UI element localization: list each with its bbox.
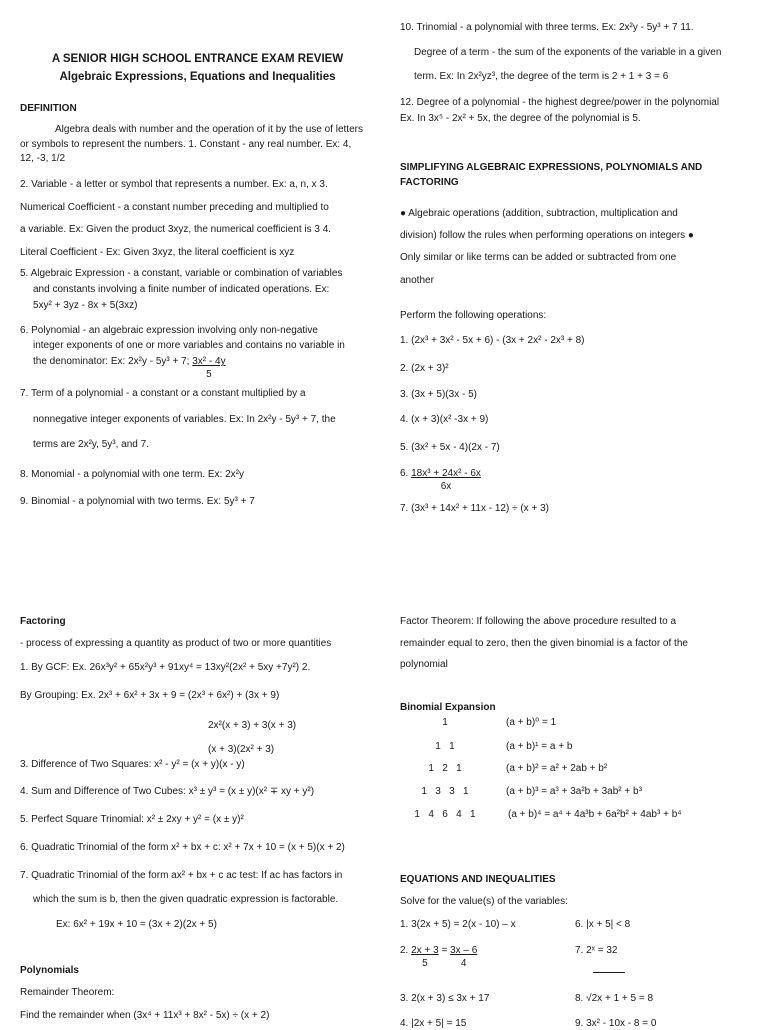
equation-3: 3. 2(x + 3) ≤ 3x + 17 [400,993,490,1004]
factoring-grouping-step1: 2x²(x + 3) + 3(x + 3) [208,720,297,731]
def-item-polynomial-b: integer exponents of one or more variables and contains no variable in [33,340,345,351]
expansion-row-4: (a + b)⁴ = a⁴ + 4a³b + 6a²b² + 4ab³ + b⁴ [508,809,682,820]
definition-intro: Algebra deals with number and the operation of it by the use of letters or symbols to represent the numbers. 1. Constant - any real number. Ex: 4, 12, -3, 1/2 [20,124,363,164]
fraction-denominator: 5 [422,958,428,969]
fraction-denominator: 5 [206,369,212,380]
page-subtitle: Algebraic Expressions, Equations and Inequalities [59,71,336,83]
simplifying-heading-a: SIMPLIFYING ALGEBRAIC EXPRESSIONS, POLYNOMIALS AND [400,162,703,173]
def-item-monomial: 8. Monomial - a polynomial with one term. Ex: 2x²y [20,469,244,480]
factoring-quadratic-2a: 7. Quadratic Trinomial of the form ax² + bx + c ac test: If ac has factors in [20,870,343,881]
page-title: A SENIOR HIGH SCHOOL ENTRANCE EXAM REVIEW [51,53,344,65]
def-item-degree-poly-a: 12. Degree of a polynomial - the highest degree/power in the polynomial [400,97,720,108]
def-item-degree-poly-b: Ex. In 3x⁵ - 2x² + 5x, the degree of the polynomial is 5. [400,113,641,124]
operation-6-label: 6. [400,468,409,479]
equation-7: 7. 2ˣ = 32 [575,945,618,956]
definition-heading: DEFINITION [20,103,77,114]
factoring-grouping: By Grouping: Ex. 2x³ + 6x² + 3x + 9 = (2x³ + 6x²) + (3x + 9) [20,690,280,701]
pascal-row-1: 1 1 [435,741,455,752]
factoring-grouping-step2: (x + 3)(2x² + 3) [208,744,275,755]
equation-2 [400,944,477,970]
equation-2-fraction-right [450,944,477,970]
operation-1: 1. (2x³ + 3x² - 5x + 6) - (3x + 2x² - 2x³ + 8) [400,335,585,346]
fraction-denominator: 6x [440,481,452,492]
factoring-perfect-square: 5. Perfect Square Trinomial: x² ± 2xy + y² = (x ± y)² [20,814,244,825]
simplifying-bullet-a: ● Algebraic operations (addition, subtraction, multiplication and [400,208,678,219]
polynomial-example-fraction [192,355,225,381]
factor-theorem-a: Factor Theorem: If following the above procedure resulted to a [400,616,677,627]
equation-2-fraction-left [411,944,439,970]
def-item-algexp-c: 5xy² + 3yz - 8x + 5(3xz) [33,300,138,311]
fraction-numerator: 3x – 6 [450,945,478,956]
binomial-heading: Binomial Expansion [400,702,496,713]
operation-6 [400,467,481,493]
remainder-theorem: Remainder Theorem: [20,987,115,998]
perform-operations-label: Perform the following operations: [400,310,547,321]
factoring-quadratic-example: Ex: 6x² + 19x + 10 = (3x + 2)(2x + 5) [56,919,217,930]
operation-5: 5. (3x² + 5x - 4)(2x - 7) [400,442,500,453]
operation-6-fraction [411,467,481,493]
operation-3: 3. (3x + 5)(3x - 5) [400,389,477,400]
def-item-term-b: nonnegative integer exponents of variables. Ex: In 2x²y - 5y³ + 7, the [33,414,336,425]
fraction-numerator: 3x² - 4y [192,356,226,367]
equation-2-equals: = [441,945,448,956]
factoring-description: - process of expressing a quantity as product of two or more quantities [20,638,332,649]
factoring-quadratic-1: 6. Quadratic Trinomial of the form x² + bx + c: x² + 7x + 10 = (x + 5)(x + 2) [20,842,345,853]
def-item-binomial: 9. Binomial - a polynomial with two terms. Ex: 5y³ + 7 [20,496,255,507]
equation-6: 6. |x + 5| < 8 [575,919,631,930]
simplifying-bullet-d: another [400,275,434,286]
fraction-numerator: 18x³ + 24x² - 6x [411,468,481,479]
def-item-term-c: terms are 2x²y, 5y³, and 7. [33,439,149,450]
def-item-term-a: 7. Term of a polynomial - a constant or a constant multiplied by a [20,388,306,399]
equation-4: 4. |2x + 5| = 15 [400,1018,467,1029]
equation-9: 9. 3x² - 10x - 8 = 0 [575,1018,657,1029]
factoring-sum-cubes: 4. Sum and Difference of Two Cubes: x³ ± y³ = (x ± y)(x² ∓ xy + y²) [20,786,315,797]
factoring-diff-squares: 3. Difference of Two Squares: x² - y² = (x + y)(x - y) [20,759,245,770]
factor-theorem-b: remainder equal to zero, then the given binomial is a factor of the [400,638,688,649]
def-item-numcoef-a: Numerical Coefficient - a constant number preceding and multiplied to [20,202,329,213]
def-item-litcoef: Literal Coefficient - Ex: Given 3xyz, the literal coefficient is xyz [20,247,295,258]
equation-2-label: 2. [400,945,409,956]
def-item-algexp-a: 5. Algebraic Expression - a constant, variable or combination of variables [20,268,343,279]
equations-instructions: Solve for the value(s) of the variables: [400,896,568,907]
simplifying-bullet-c: Only similar or like terms can be added or subtracted from one [400,252,677,263]
factoring-heading: Factoring [20,616,66,627]
factor-theorem-c: polynomial [400,659,448,670]
remainder-problem: Find the remainder when (3x⁴ + 11x³ + 8x² - 5x) ÷ (x + 2) [20,1010,270,1021]
simplifying-bullet-b: division) follow the rules when performing operations on integers ● [400,230,694,241]
def-item-degree-term-a: Degree of a term - the sum of the exponents of the variable in a given [414,47,722,58]
factoring-quadratic-2b: which the sum is b, then the given quadratic expression is factorable. [33,894,339,905]
equations-heading: EQUATIONS AND INEQUALITIES [400,874,556,885]
fraction-numerator: 2x + 3 [411,945,439,956]
def-item-trinomial: 10. Trinomial - a polynomial with three terms. Ex: 2x²y - 5y³ + 7 11. [400,22,694,33]
polynomial-example-text: the denominator: Ex: 2x²y - 5y³ + 7; [33,356,190,367]
expansion-row-3: (a + b)³ = a³ + 3a²b + 3ab² + b³ [506,786,642,797]
def-item-degree-term-b: term. Ex: In 2x²yz³, the degree of the term is 2 + 1 + 3 = 6 [414,71,669,82]
operation-4: 4. (x + 3)(x² -3x + 9) [400,414,489,425]
pascal-row-0: 1 [442,717,448,728]
def-item-numcoef-b: a variable. Ex: Given the product 3xyz, the numerical coefficient is 3 4. [20,224,332,235]
expansion-row-1: (a + b)¹ = a + b [506,741,573,752]
equation-8: 8. √2x + 1 + 5 = 8 [575,993,654,1004]
equation-1: 1. 3(2x + 5) = 2(x - 10) – x [400,919,516,930]
pascal-row-2: 1 2 1 [428,763,462,774]
simplifying-heading-b: FACTORING [400,177,459,188]
polynomials-heading: Polynomials [20,965,79,976]
operation-2: 2. (2x + 3)² [400,363,449,374]
expansion-row-2: (a + b)² = a² + 2ab + b² [506,763,608,774]
def-item-algexp-b: and constants involving a finite number of indicated operations. Ex: [33,284,330,295]
factoring-gcf: 1. By GCF: Ex. 26x³y² + 65x²y³ + 91xy⁴ = 13xy²(2x² + 5xy +7y²) 2. [20,662,311,673]
def-item-polynomial-a: 6. Polynomial - an algebraic expression involving only non-negative [20,325,318,336]
fraction-denominator: 4 [460,958,467,969]
expansion-row-0: (a + b)⁰ = 1 [506,717,557,728]
pascal-row-3: 1 3 3 1 [421,786,469,797]
def-item-variable: 2. Variable - a letter or symbol that represents a number. Ex: a, n, x 3. [20,179,328,190]
operation-7: 7. (3x³ + 14x² + 11x - 12) ÷ (x + 3) [400,503,549,514]
pascal-row-4: 1 4 6 4 1 [414,809,476,820]
def-item-polynomial-c [33,355,226,381]
answer-blank-line [593,972,625,973]
